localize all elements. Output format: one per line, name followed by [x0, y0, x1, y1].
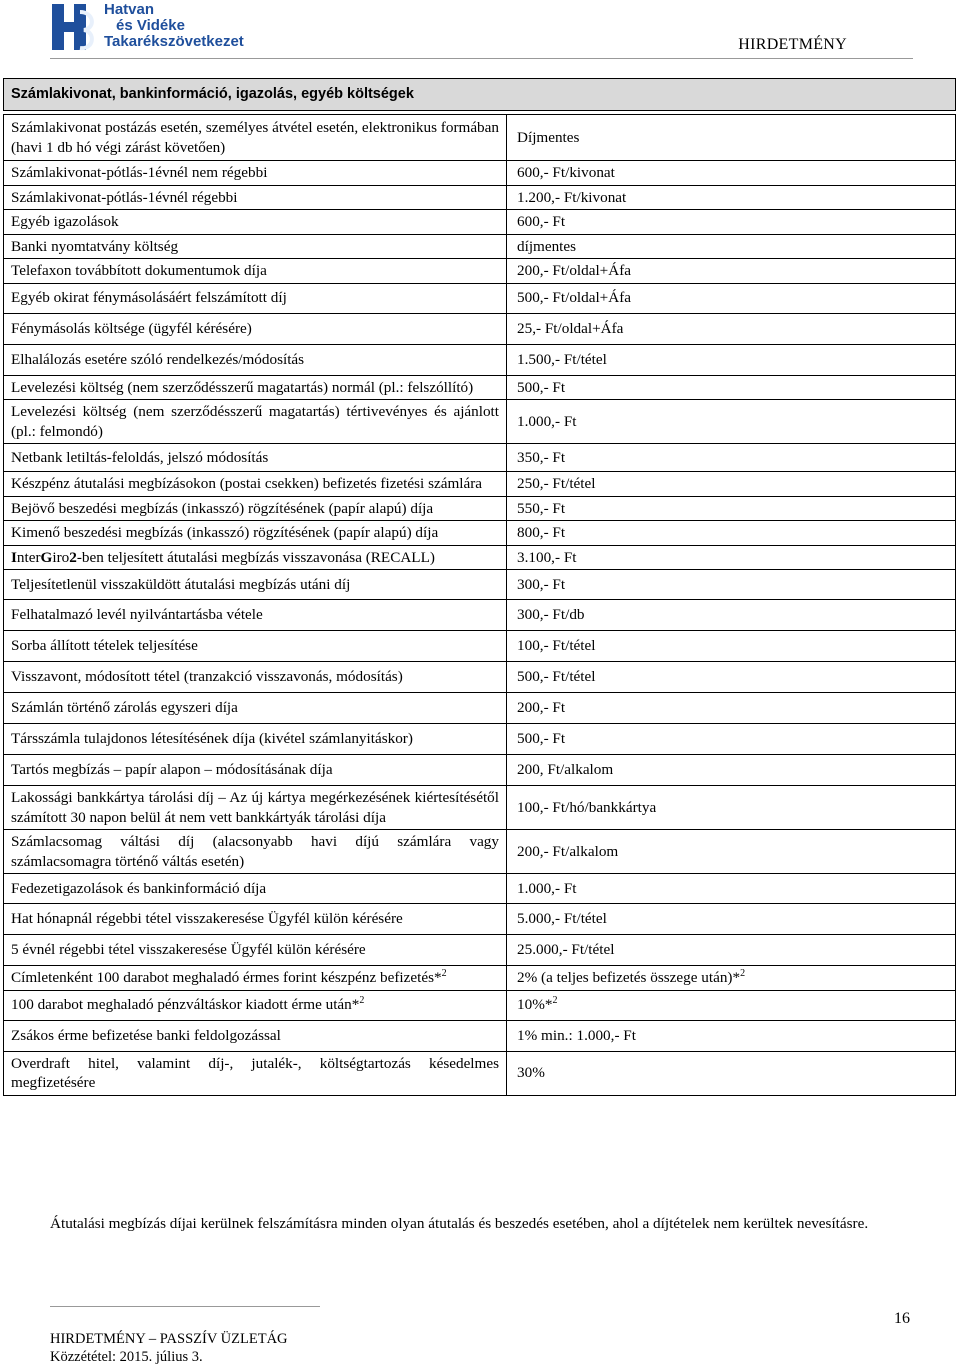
- table-row: [4, 444, 956, 472]
- fee-description: Fedezetigazolások és bankinformáció díja: [4, 874, 507, 904]
- table-row: [4, 375, 956, 400]
- bank-logo-text: [104, 2, 244, 50]
- table-row: [4, 786, 956, 830]
- table-row: [4, 161, 956, 186]
- fee-amount: 500,- Ft: [507, 724, 956, 755]
- fee-description: Tartós megbízás – papír alapon – módosításának díja: [4, 755, 507, 786]
- fee-amount: [507, 990, 956, 1020]
- table-row: [4, 600, 956, 631]
- fee-description: Visszavont, módosított tétel (tranzakció visszavonás, módosítás): [4, 662, 507, 693]
- bank-logo: [50, 2, 290, 54]
- fee-amount: 350,- Ft: [507, 444, 956, 472]
- table-row: [4, 1051, 956, 1095]
- fee-description: InterGiro2-ben teljesített átutalási megbízás visszavonása (RECALL): [4, 545, 507, 570]
- fee-amount: 200,- Ft: [507, 693, 956, 724]
- table-row: [4, 966, 956, 991]
- fee-amount: 800,- Ft: [507, 521, 956, 546]
- table-row: [4, 755, 956, 786]
- footer-divider: [50, 1306, 320, 1307]
- fee-description: Netbank letiltás-feloldás, jelszó módosítás: [4, 444, 507, 472]
- fee-description: Számlacsomag váltási díj (alacsonyabb havi díjú számlára vagy számlacsomagra történő váltás esetén): [4, 830, 507, 874]
- table-row: [4, 472, 956, 497]
- table-row: [4, 724, 956, 755]
- fee-amount: 100,- Ft/tétel: [507, 631, 956, 662]
- fee-description: [4, 966, 507, 991]
- table-row: [4, 115, 956, 161]
- table-row: [4, 545, 956, 570]
- table-row: [4, 313, 956, 344]
- fee-amount: 25.000,- Ft/tétel: [507, 935, 956, 966]
- bank-logo-icon: [50, 2, 98, 52]
- fee-amount: 200, Ft/alkalom: [507, 755, 956, 786]
- fee-amount: 1.200,- Ft/kivonat: [507, 185, 956, 210]
- table-row: [4, 185, 956, 210]
- fee-amount: [507, 966, 956, 991]
- fee-amount: 200,- Ft/alkalom: [507, 830, 956, 874]
- fee-amount: Díjmentes: [507, 115, 956, 161]
- fee-description-rest: -ben teljesített átutalási megbízás visszavonása (RECALL): [76, 548, 435, 566]
- fee-description: [4, 990, 507, 1020]
- table-row: [4, 570, 956, 600]
- intergiro-c: iro: [52, 548, 70, 566]
- fee-description: Bejövő beszedési megbízás (inkasszó) rögzítésének (papír alapú) díja: [4, 496, 507, 521]
- footer-doc-title: HIRDETMÉNY – PASSZÍV ÜZLETÁG: [50, 1331, 288, 1347]
- table-row: [4, 283, 956, 313]
- table-row: [4, 496, 956, 521]
- fee-amount: 300,- Ft/db: [507, 600, 956, 631]
- fee-table: [3, 78, 956, 1096]
- fee-description: Elhalálozás esetére szóló rendelkezés/módosítás: [4, 344, 507, 375]
- fee-amount: 1.000,- Ft: [507, 874, 956, 904]
- fee-description: Társszámla tulajdonos létesítésének díja (kivétel számlanyitáskor): [4, 724, 507, 755]
- fee-description-text: Címletenként 100 darabot meghaladó érmes forint készpénz befizetés*: [11, 969, 442, 986]
- fee-description: Felhatalmazó levél nyilvántartásba vétele: [4, 600, 507, 631]
- fee-description-text: 100 darabot meghaladó pénzváltáskor kiadott érme után*: [11, 996, 360, 1014]
- fee-description: Telefaxon továbbított dokumentumok díja: [4, 259, 507, 284]
- fee-description: Fénymásolás költsége (ügyfél kérésére): [4, 313, 507, 344]
- header-divider: [50, 58, 913, 59]
- fee-amount: 25,- Ft/oldal+Áfa: [507, 313, 956, 344]
- table-row: [4, 400, 956, 444]
- fee-description: Készpénz átutalási megbízásokon (postai csekken) befizetés fizetési számlára: [4, 472, 507, 497]
- fee-description: Hat hónapnál régebbi tétel visszakeresése Ügyfél külön kérésére: [4, 904, 507, 935]
- table-row: [4, 935, 956, 966]
- fee-amount: 1.500,- Ft/tétel: [507, 344, 956, 375]
- fee-description: Lakossági bankkártya tárolási díj – Az új kártya megérkezésének kiértesítésétől számított 30 napon belül át nem vett bankkártyák tárolási díja: [4, 786, 507, 830]
- fee-amount: 550,- Ft: [507, 496, 956, 521]
- intergiro-2: 2: [69, 548, 77, 566]
- section-title: Számlakivonat, bankinformáció, igazolás, egyéb költségek: [4, 79, 956, 111]
- fee-amount: 600,- Ft/kivonat: [507, 161, 956, 186]
- fee-description: Egyéb okirat fénymásolásáért felszámított díj: [4, 283, 507, 313]
- table-row: [4, 234, 956, 259]
- table-section-header: [4, 79, 956, 111]
- table-row: [4, 693, 956, 724]
- fee-description: Kimenő beszedési megbízás (inkasszó) rögzítésének (papír alapú) díja: [4, 521, 507, 546]
- fee-description: Számlán történő zárolás egyszeri díja: [4, 693, 507, 724]
- table-row: [4, 830, 956, 874]
- logo-line-3: Takarékszövetkezet: [104, 33, 244, 50]
- fee-description: Egyéb igazolások: [4, 210, 507, 235]
- footnote-mark: 2: [552, 995, 558, 1007]
- fee-amount: 1% min.: 1.000,- Ft: [507, 1020, 956, 1051]
- fee-amount: 100,- Ft/hó/bankkártya: [507, 786, 956, 830]
- fee-description: Számlakivonat postázás esetén, személyes átvétel esetén, elektronikus formában (havi 1 db hó végi zárást követően): [4, 115, 507, 161]
- fee-amount: 500,- Ft: [507, 375, 956, 400]
- table-row: [4, 904, 956, 935]
- fee-description: Overdraft hitel, valamint díj-, jutalék-, költségtartozás késedelmes megfizetésére: [4, 1051, 507, 1095]
- footer-publication-date: Közzététel: 2015. július 3.: [50, 1349, 203, 1365]
- table-row: [4, 631, 956, 662]
- footnote-mark: 2: [441, 967, 447, 979]
- transfer-fee-note: Átutalási megbízás díjai kerülnek felszámításra minden olyan átutalás és beszedés esetében, ahol a díjtételek nem kerültek nevesításre.: [50, 1215, 869, 1232]
- fee-amount: díjmentes: [507, 234, 956, 259]
- fee-amount: 3.100,- Ft: [507, 545, 956, 570]
- table-row: [4, 521, 956, 546]
- table-row: [4, 874, 956, 904]
- fee-amount: 5.000,- Ft/tétel: [507, 904, 956, 935]
- fee-amount: 1.000,- Ft: [507, 400, 956, 444]
- fee-description: Sorba állított tételek teljesítése: [4, 631, 507, 662]
- footnote-mark: 2: [740, 967, 746, 979]
- fee-description: 5 évnél régebbi tétel visszakeresése Ügyfél külön kérésére: [4, 935, 507, 966]
- footer: [50, 1330, 288, 1366]
- fee-amount: 300,- Ft: [507, 570, 956, 600]
- table-row: [4, 990, 956, 1020]
- fee-amount: 30%: [507, 1051, 956, 1095]
- fee-description: Számlakivonat-pótlás-1évnél nem régebbi: [4, 161, 507, 186]
- footnote-mark: 2: [359, 995, 365, 1007]
- fee-description: Teljesítetlenül visszaküldött átutalási megbízás utáni díj: [4, 570, 507, 600]
- fee-amount: 500,- Ft/tétel: [507, 662, 956, 693]
- table-row: [4, 344, 956, 375]
- intergiro-g: G: [40, 548, 53, 566]
- fee-amount-text: 2% (a teljes befizetés összege után)*: [517, 969, 741, 986]
- table-row: [4, 259, 956, 284]
- table-row: [4, 210, 956, 235]
- doc-type-label: HIRDETMÉNY: [738, 36, 847, 53]
- logo-line-2: és Vidéke: [116, 17, 185, 34]
- fee-description: Zsákos érme befizetése banki feldolgozással: [4, 1020, 507, 1051]
- fee-amount: 500,- Ft/oldal+Áfa: [507, 283, 956, 313]
- intergiro-i: I: [11, 548, 17, 566]
- fee-amount: 250,- Ft/tétel: [507, 472, 956, 497]
- fee-amount: 200,- Ft/oldal+Áfa: [507, 259, 956, 284]
- fee-description: Banki nyomtatvány költség: [4, 234, 507, 259]
- fee-amount: 600,- Ft: [507, 210, 956, 235]
- logo-line-1: Hatvan: [104, 1, 155, 18]
- table-row: [4, 1020, 956, 1051]
- fee-description: Számlakivonat-pótlás-1évnél régebbi: [4, 185, 507, 210]
- page-number: 16: [894, 1310, 910, 1327]
- table-row: [4, 662, 956, 693]
- fee-description: Levelezési költség (nem szerződésszerű magatartás) normál (pl.: felszóllító): [4, 375, 507, 400]
- fee-description: Levelezési költség (nem szerződésszerű magatartás) tértivevényes és ajánlott (pl.: felmondó): [4, 400, 507, 444]
- fee-amount-text: 10%*: [517, 996, 553, 1014]
